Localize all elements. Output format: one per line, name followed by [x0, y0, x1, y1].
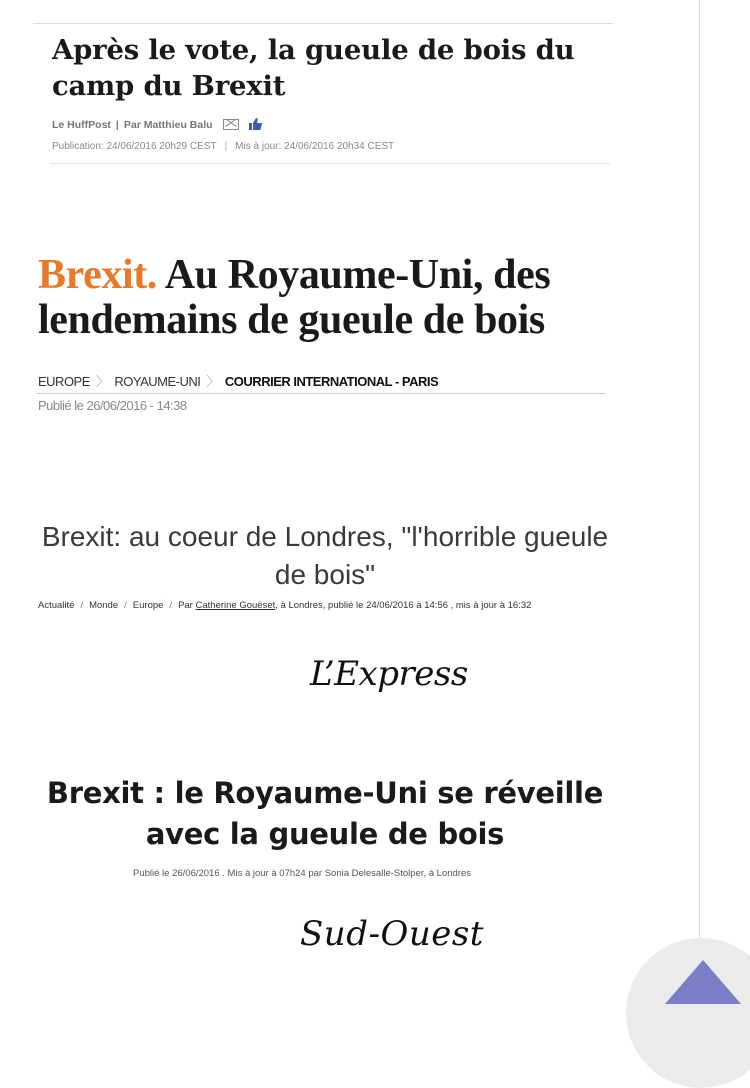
divider — [36, 393, 606, 394]
breadcrumb-item-europe[interactable]: EUROPE — [38, 374, 90, 389]
source-caption: L’Express — [310, 654, 468, 694]
mail-icon[interactable] — [223, 119, 239, 130]
published-date: Publié le 26/06/2016 - 14:38 — [38, 398, 187, 413]
chevron-right-icon: 〉 — [206, 374, 219, 389]
article-title[interactable] — [38, 253, 638, 343]
source-link[interactable]: Le HuffPost — [52, 119, 111, 131]
title-kicker: Brexit. — [38, 252, 157, 298]
breadcrumb — [38, 371, 438, 390]
updated-date: Mis à jour: 24/06/2016 20h34 CEST — [235, 141, 395, 152]
author-prefix: Par — [178, 600, 193, 611]
divider — [50, 163, 610, 164]
page-gutter-divider — [699, 0, 700, 1000]
author-link[interactable]: Par Matthieu Balu — [123, 119, 213, 131]
title-text: Au Royaume-Uni, des lendemains de gueule de bois — [38, 252, 551, 343]
breadcrumb-item-royaume-uni[interactable]: ROYAUME-UNI — [114, 374, 201, 389]
article-meta: Publié le 26/06/2016 . Mis à jour à 07h24 par Sonia Delesalle-Stolper, à Londres — [133, 868, 471, 879]
divider — [33, 23, 613, 24]
chevron-right-icon: 〉 — [95, 374, 109, 389]
separator: / — [80, 600, 84, 611]
author-link[interactable]: Catherine Gouëset — [195, 600, 276, 611]
separator: / — [169, 600, 173, 611]
article-title[interactable]: Brexit : le Royaume-Uni se réveille avec la gueule de bois — [46, 776, 604, 851]
article-title[interactable]: Après le vote, la gueule de bois du camp du Brexit — [52, 34, 575, 102]
publication-dates — [52, 141, 394, 152]
published-date: Publication: 24/06/2016 20h29 CEST — [52, 141, 217, 152]
like-icon[interactable] — [248, 118, 262, 133]
separator: / — [124, 600, 127, 611]
nav-item-monde[interactable]: Monde — [89, 600, 119, 611]
separator: | — [115, 119, 119, 131]
breadcrumb-item-source[interactable]: COURRIER INTERNATIONAL - PARIS — [224, 374, 439, 389]
separator: | — [224, 141, 228, 152]
nav-item-actualite[interactable]: Actualité — [38, 600, 75, 611]
source-caption: Sud-Ouest — [300, 914, 484, 954]
article-title[interactable]: Brexit: au coeur de Londres, "l'horrible gueule de bois" — [41, 521, 609, 590]
scroll-to-top-icon[interactable] — [665, 960, 741, 1004]
meta-text: , à Londres, publié le 24/06/2016 à 14:56 , mis à jour à 16:32 — [275, 600, 532, 611]
byline — [52, 118, 262, 133]
article-meta — [38, 600, 531, 611]
nav-item-europe[interactable]: Europe — [132, 600, 164, 611]
